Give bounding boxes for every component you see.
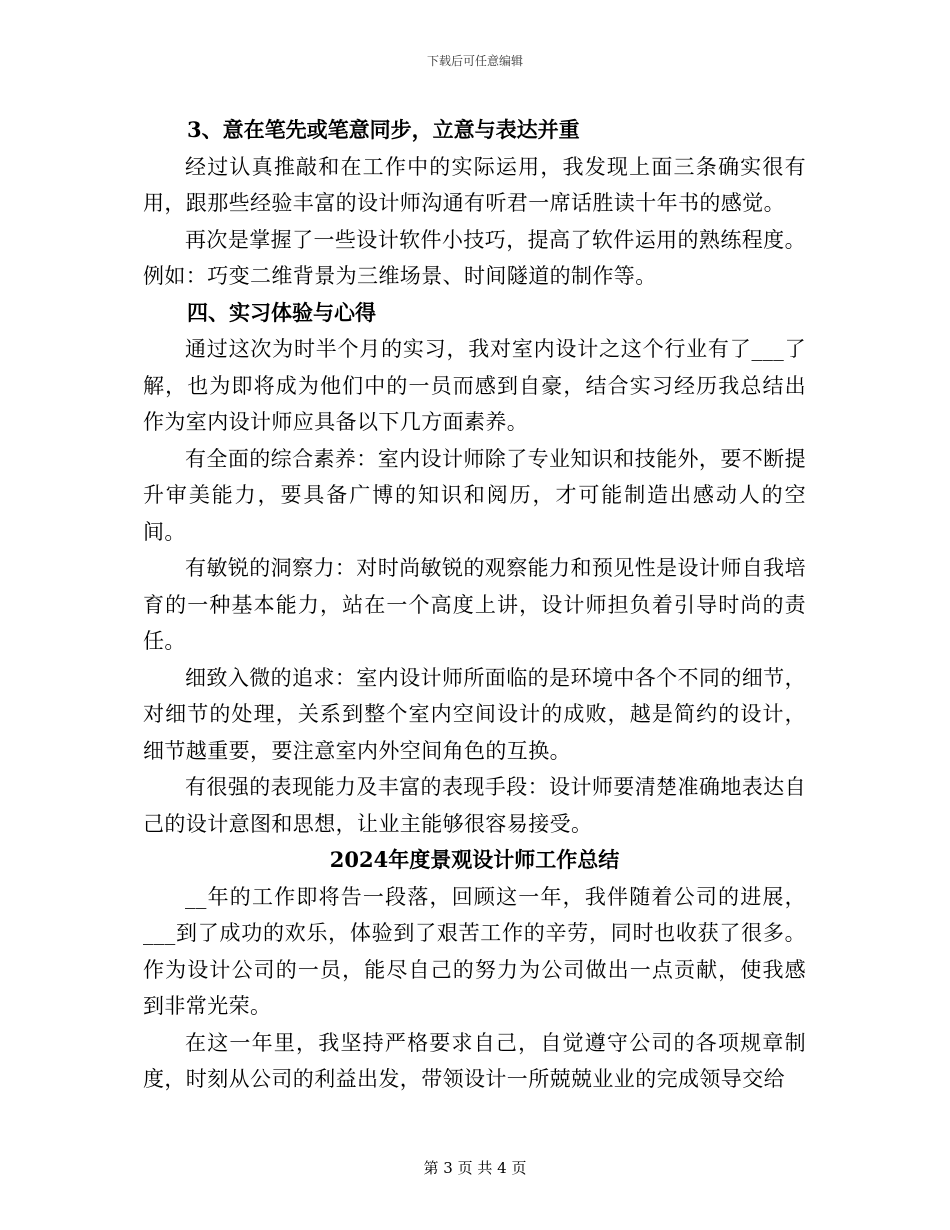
paragraph: __年的工作即将告一段落，回顾这一年，我伴随着公司的进展，___到了成功的欢乐，体验到了艰苦工作的辛劳，同时也收获了很多。作为设计公司的一员，能尽自己的努力为公司做出一点贡献，使我感到非常光荣。	[143, 884, 806, 1018]
paragraph: 通过这次为时半个月的实习，我对室内设计之这个行业有了___了解，也为即将成为他们中的一员而感到自豪，结合实习经历我总结出作为室内设计师应具备以下几方面素养。	[143, 337, 806, 434]
page-header: 下载后可任意编辑	[426, 54, 523, 68]
paragraph: 在这一年里，我坚持严格要求自己，自觉遵守公司的各项规章制度，时刻从公司的利益出发，带领设计一所兢兢业业的完成领导交给	[143, 1030, 806, 1091]
paragraph: 细致入微的追求：室内设计师所面临的是环境中各个不同的细节，对细节的处理，关系到整个室内空间设计的成败，越是简约的设计，细节越重要，要注意室内外空间角色的互换。	[143, 665, 806, 763]
document-body	[143, 112, 806, 1098]
section-heading-4: 四、实习体验与心得	[187, 299, 376, 325]
paragraph: 有全面的综合素养：室内设计师除了专业知识和技能外，要不断提升审美能力，要具备广博的知识和阅历，才可能制造出感动人的空间。	[143, 446, 806, 544]
paragraph: 再次是掌握了一些设计软件小技巧，提高了软件运用的熟练程度。例如：巧变二维背景为三维场景、时间隧道的制作等。	[143, 227, 806, 288]
section-heading-3: 3、意在笔先或笔意同步，立意与表达并重	[187, 117, 580, 142]
paragraph: 有很强的表现能力及丰富的表现手段：设计师要清楚准确地表达自己的设计意图和思想，让业主能够很容易接受。	[143, 775, 806, 836]
paragraph: 经过认真推敲和在工作中的实际运用，我发现上面三条确实很有用，跟那些经验丰富的设计师沟通有听君一席话胜读十年书的感觉。	[143, 154, 806, 215]
document-title: 2024年度景观设计师工作总结	[329, 847, 620, 872]
paragraph: 有敏锐的洞察力：对时尚敏锐的观察能力和预见性是设计师自我培育的一种基本能力，站在一个高度上讲，设计师担负着引导时尚的责任。	[143, 556, 806, 653]
page-footer: 第 3 页 共 4 页	[423, 1159, 527, 1177]
